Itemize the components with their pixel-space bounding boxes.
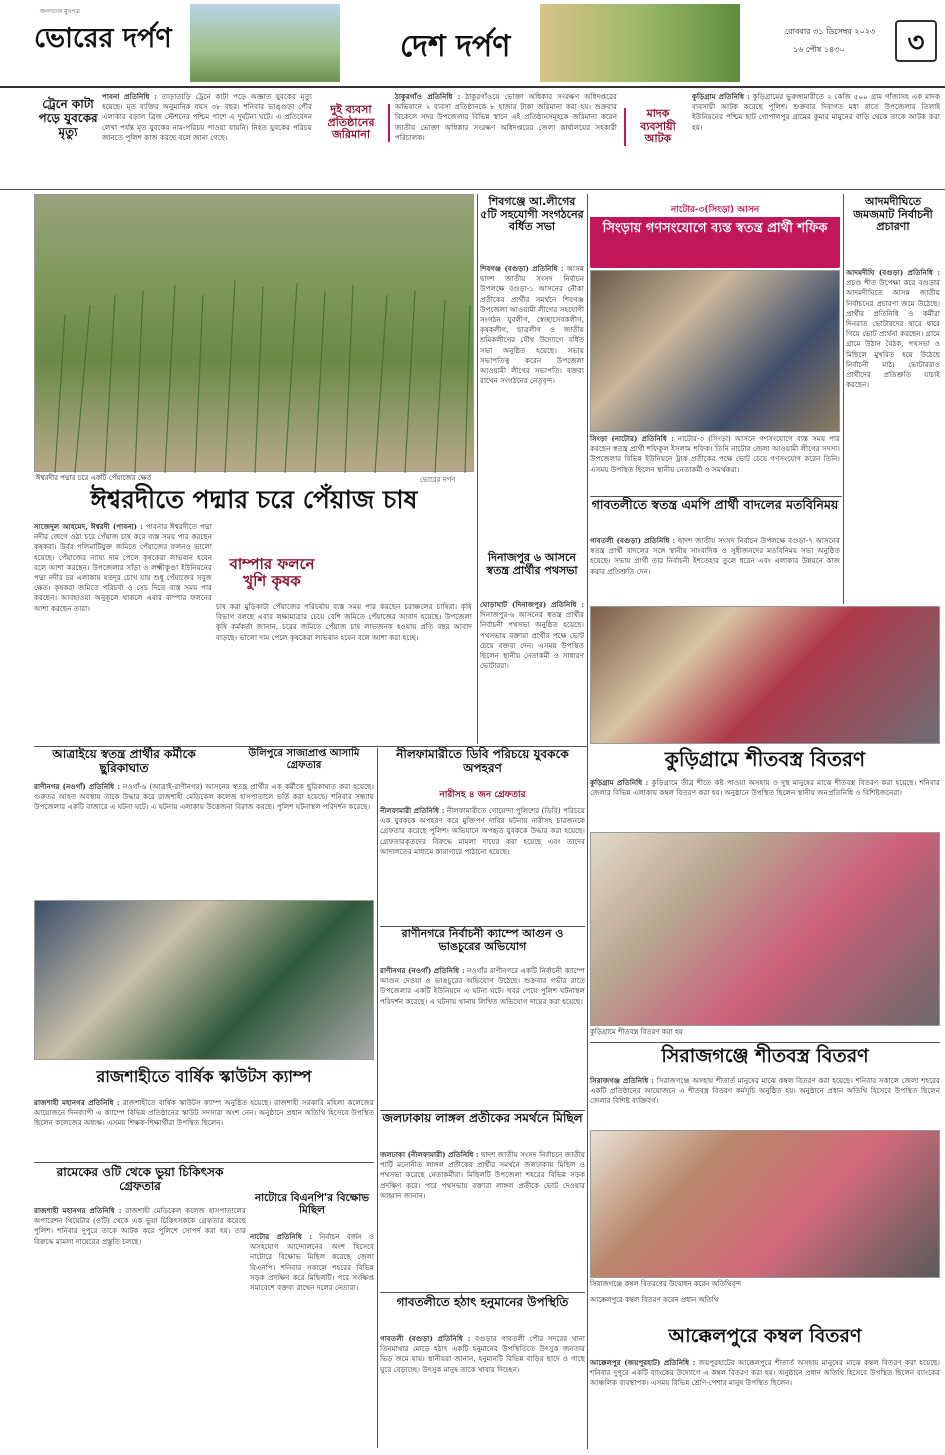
lead-photo-onion-field — [34, 194, 474, 472]
akkelpur-byline: আক্কেলপুর (জয়পুরহাট) প্রতিনিধি : — [590, 1358, 696, 1367]
rmc-byline: রাজশাহী মহানগর প্রতিনিধি : — [34, 1206, 122, 1215]
atrai-body — [34, 782, 374, 898]
nilphamari-body — [380, 806, 585, 924]
masthead — [0, 0, 945, 88]
top-story-1-text: তাড়াতাড়ি ট্রেনে কাটা পড়ে অজ্ঞাত যুবকের মৃত্যু হয়েছে। মৃত ব্যক্তির অনুমানিক বয়স ৩৮ বছর। শনিবার ভাঙ্গুড়া পৌর এলাকার বড়াল ব্রিজ স্টেশনের পশ্চিম পাশে এ দুর্ঘটনা ঘটে। এ প্রতিবেদন লেখা পর্যন্ত মৃত যুবকের নাম-পরিচয় পাওয়া যায়নি। নিহত যুবকের পরিচয় জানতে পুলিশ কাজ করছে বলে জানা গেছে। — [102, 92, 312, 142]
lead-body-col2: চাষ করা মুড়িকাটা পেঁয়াজের পরিচর্যায় ব্যস্ত সময় পার করছেন চরাঞ্চলের চাষিরা। কৃষি বিভাগ বলছে এবার লক্ষ্যমাত্রার চেয়ে বেশি জমিতে পেঁয়াজের আবাদ হয়েছে। উপজেলা কৃষি কর্মকর্তা জানান, চরের জমিতে পেঁয়াজ চাষ লাভজনক হওয়ায় প্রতি বছর আবাদ বাড়ছে। ভালো দাম পেলে কৃষকেরা লাভবান হবেন বলে আশা করা হচ্ছে। — [216, 602, 472, 642]
section-rule — [380, 1292, 585, 1293]
top-story-2-body — [395, 92, 617, 186]
kurigram-headline: কুড়িগ্রামে শীতবস্ত্র বিতরণ — [664, 747, 866, 771]
shibganj-headline: শিবগঞ্জে আ.লীগের ৫টি সহযোগী সংগঠনের বর্ধিত সভা — [480, 195, 584, 234]
raninagar-headline: রাণীনগরে নির্বাচনী ক্যাম্পে আগুন ও ভাঙচুরের অভিযোগ — [401, 927, 564, 953]
adamdighi-headline: আদমদীঘিতে জমজমাট নির্বাচনী প্রচারণা — [853, 195, 933, 234]
jaldhaka-body — [380, 1150, 585, 1286]
sirajganj-headline: সিরাজগঞ্জে শীতবস্ত্র বিতরণ — [661, 1045, 869, 1067]
akkelpur-caption: আক্কেলপুরে কম্বল বিতরণ করেন প্রধান অতিথি — [590, 1296, 719, 1304]
shafiq-kicker: নাটোর-৩(সিংড়া) আসন — [590, 202, 840, 217]
top-story-2-byline: ঠাকুরগাঁও প্রতিনিধি : — [395, 92, 461, 101]
hanuman-text: বগুড়ার গাবতলী পৌর সদরের থানা তিনমাথার মোড়ে হঠাৎ একটি হনুমানের উপস্থিতিতে উৎসুক জনতার ভিড় জমে যায়। স্থানীয়রা জানান, হনুমানটি বিভিন্ন বাড়ির ছাদে ও গাছে ঘুরে বেড়াচ্ছে। উৎসুক মানুষ তাকে খাবার দিচ্ছেন। — [380, 1334, 585, 1374]
shafiq-text: নাটোর-৩ (সিংড়া) আসনে গণসংযোগে ব্যস্ত সময় পার করছেন স্বতন্ত্র প্রার্থী শফিকুল ইসলাম শফিক। তিনি নাটোর জেলা আওয়ামী লীগের সদস্য। উপজেলার বিভিন্ন ইউনিয়নে ট্রাক প্রতীকের পক্ষে ভোট চেয়ে গণসংযোগ করেন তিনি। এসময় উপস্থিত ছিলেন স্থানীয় নেতাকর্মী ও সমর্থকরা। — [590, 434, 840, 474]
natore-headline: নাটোরে বিএনপি'র বিক্ষোভ মিছিল — [254, 1192, 370, 1217]
kurigram-body — [590, 778, 940, 830]
kurigram-caption: কুড়িগ্রামে শীতবস্ত্র বিতরণ করা হয় — [590, 1028, 683, 1036]
rmc-headline: রামেকের ওটি থেকে ভুয়া চিকিৎসক গ্রেফতার — [56, 1165, 224, 1193]
nilphamari-headline: নীলফামারীতে ডিবি পরিচয়ে যুবককে অপহরণ — [396, 747, 569, 775]
shafiq-headline: সিংড়ায় গণসংযোগে ব্যস্ত স্বতন্ত্র প্রার্থী শফিক — [602, 221, 828, 236]
lead-byline: সাজেদুল আহমেদ, ঈশ্বরদী (পাবনা) : — [34, 522, 143, 531]
gabtali-byline: গাবতলী (বগুড়া) প্রতিনিধি : — [590, 536, 676, 545]
shibganj-body — [480, 264, 584, 548]
column-rule — [377, 748, 378, 1448]
top-story-2-headline: দুই ব্যবসা প্রতিষ্ঠানের জরিমানা — [318, 104, 390, 142]
akkelpur-text: জয়পুরহাটের আক্কেলপুরে শীতার্ত অসহায় মানুষের মাঝে কম্বল বিতরণ করা হয়েছে। শনিবার দুপুরে একটি ব্যাংকের উদ্যোগে এ কম্বল বিতরণ করা হয়। অনুষ্ঠানে প্রধান অতিথি হিসেবে উপস্থিত ছিলেন ব্যাংকের আঞ্চলিক ব্যবস্থাপক। এসময় বিভিন্ন শ্রেণি-পেশার মানুষ উপস্থিত ছিলেন। — [590, 1358, 941, 1388]
lead-photo-credit: ভোরের দর্পণ — [420, 476, 456, 484]
scouts-text: রাজশাহীতে বার্ষিক স্কাউটস ক্যাম্প অনুষ্ঠিত হয়েছে। রাজশাহী সরকারি মহিলা কলেজের আয়োজনে দিনব্যাপী এ ক্যাম্পে বিভিন্ন প্রতিষ্ঠানের স্কাউট সদস্যরা অংশ নেন। অনুষ্ঠানে প্রধান অতিথি হিসেবে উপস্থিত ছিলেন কলেজের অধ্যক্ষ। এসময় শিক্ষক-শিক্ষার্থীরা উপস্থিত ছিলেন। — [34, 1098, 374, 1128]
onion-field-graphic — [35, 195, 475, 473]
shafiq-body — [590, 434, 840, 492]
dinajpur-byline: ঘোড়াঘাট (দিনাজপুর) প্রতিনিধি : — [480, 600, 584, 609]
top-story-3-text: কুড়িগ্রামের ভুরুঙ্গামারীতে ২ কেজি ৫০০ গ্রাম গাঁজাসহ এক মাদক ব্যবসায়ী আটক করেছে পুলিশ। শুক্রবার দিবাগত মধ্য রাতে উপজেলার তিলাই ইউনিয়নের পশ্চিম ছাট গোপালপুর গ্রামের কুমার মামুনের বাড়ি থেকে তাকে আটক করা হয়। — [692, 92, 940, 132]
sirajganj-photo — [590, 1130, 940, 1278]
sirajganj-text: সিরাজগঞ্জে অসহায় শীতার্ত মানুষের মাঝে কম্বল বিতরণ করা হয়েছে। শনিবার সকালে জেলা শহরের একটি প্রতিষ্ঠানের আয়োজনে এ শীতবস্ত্র বিতরণ কর্মসূচি অনুষ্ঠিত হয়। অনুষ্ঠানে প্রধান অতিথি হিসেবে উপস্থিত ছিলেন জেলার বিশিষ্ট ব্যক্তিবর্গ। — [590, 1076, 940, 1106]
hanuman-byline: গাবতলী (বগুড়া) প্রতিনিধি : — [380, 1334, 471, 1343]
sirajganj-caption: সিরাজগঞ্জে কম্বল বিতরণের উদ্বোধন করেন অতিথিবৃন্দ — [590, 1280, 742, 1288]
scouts-headline: রাজশাহীতে বার্ষিক স্কাউটস ক্যাম্প — [96, 1067, 312, 1086]
sirajganj-byline: সিরাজগঞ্জ প্রতিনিধি : — [590, 1076, 654, 1085]
dinajpur-body — [480, 600, 584, 744]
nilphamari-subhead: নারীসহ ৪ জন গ্রেফতার — [439, 790, 526, 800]
jaldhaka-text: দ্বাদশ জাতীয় সংসদ নির্বাচনে জাতীয় পার্টি মনোনীত লাঙ্গল প্রতীকের প্রার্থীর সমর্থনে জলঢাকায় মিছিল ও পথসভা করেছে নেতাকর্মীরা। মিছিলটি উপজেলা শহরের বিভিন্ন সড়ক প্রদক্ষিণ করে। পরে পথসভায় বক্তারা লাঙ্গল প্রতীকে ভোট দেওয়ার আহ্বান জানান। — [380, 1150, 585, 1200]
lead-body-col1 — [34, 522, 212, 744]
nilphamari-byline: নীলফামারী প্রতিনিধি : — [380, 806, 445, 815]
rmc-body — [34, 1206, 246, 1444]
masthead-banner-photo — [190, 4, 340, 82]
top-story-3-headline: মাদক ব্যবসায়ী আটক — [624, 108, 686, 146]
raninagar-text: নওগাঁর রাণীনগরে একটি নির্বাচনী ক্যাম্পে আগুন দেওয়া ও ভাঙচুরের অভিযোগ উঠেছে। শুক্রবার গভীর রাতে উপজেলার একটি ইউনিয়নে এ ঘটনা ঘটে। খবর পেয়ে পুলিশ ঘটনাস্থল পরিদর্শন করেছে। এ ঘটনায় থানায় লিখিত অভিযোগ দায়ের করা হয়েছে। — [380, 966, 585, 1006]
atrai-text: নওগাঁ-৬ (আত্রাই-রাণীনগর) আসনের স্বতন্ত্র প্রার্থীর এক কর্মীকে ছুরিকাঘাত করা হয়েছে। গুরুতর আহত অবস্থায় তাকে উদ্ধার করে রাজশাহী মেডিকেল কলেজ হাসপাতালে ভর্তি করা হয়েছে। শনিবার সন্ধ্যায় উপজেলার একটি বাজারে এ ঘটনা ঘটে। এ ঘটনায় এলাকায় উত্তেজনা বিরাজ করছে। পুলিশ ঘটনাস্থল পরিদর্শন করেছে। — [34, 782, 374, 812]
section-rule — [590, 496, 842, 497]
scouts-byline: রাজশাহী মহানগর প্রতিনিধি : — [34, 1098, 120, 1107]
top-story-1-headline: ট্রেনে কাটা পড়ে যুবকের মৃত্যু — [38, 97, 98, 139]
top-story-3-byline: কুড়িগ্রাম প্রতিনিধি : — [692, 92, 750, 101]
adamdighi-text: প্রচণ্ড শীত উপেক্ষা করে বগুড়ার আদমদীঘিতে আসন্ন জাতীয় নির্বাচনের প্রচারণা জমে উঠেছে। প্রার্থীর প্রতিনিধি ও কর্মীরা দিনরাত ভোটারদের দ্বারে দ্বারে গিয়ে ভোট প্রার্থনা করছেন। গ্রামে গ্রামে উঠান বৈঠক, পথসভা ও মিছিলে মুখরিত হয়ে উঠেছে নির্বাচনী মাঠ। ভোটাররাও প্রার্থীদের প্রতিশ্রুতি যাচাই করছেন। — [846, 278, 940, 390]
top-strip — [0, 90, 945, 190]
top-story-1-byline: পাবনা প্রতিনিধি : — [102, 92, 157, 101]
scouts-body — [34, 1098, 374, 1158]
top-story-1-body — [102, 92, 312, 186]
sirajganj-body — [590, 1076, 940, 1128]
akkelpur-headline: আক্কেলপুরে কম্বল বিতরণ — [668, 1325, 862, 1347]
lead-subhead: বাম্পার ফলনে খুশি কৃষক — [229, 555, 315, 591]
gabtali-body — [590, 536, 840, 604]
raninagar-body — [380, 966, 585, 1106]
shafiq-headline-box — [590, 205, 840, 268]
rmc-text: রাজশাহী মেডিকেল কলেজ হাসপাতালের অপারেশন থিয়েটার (ওটি) থেকে এক ভুয়া চিকিৎসককে গ্রেফতার করেছে পুলিশ। শনিবার দুপুরে তাকে আটক করে পুলিশে সোপর্দ করা হয়। তার বিরুদ্ধে মামলা দায়েরের প্রস্তুতি চলছে। — [34, 1206, 246, 1246]
shibganj-text: আসন্ন দ্বাদশ জাতীয় সংসদ নির্বাচন উপলক্ষে বগুড়া-১ আসনের নৌকা প্রতীকের প্রার্থীর সমর্থনে শিবগঞ্জ উপজেলা আওয়ামী লীগের সহযোগী সংগঠন যুবলীগ, স্বেচ্ছাসেবকলীগ, কৃষকলীগ, ছাত্রলীগ ও জাতীয় শ্রমিকলীগের যৌথ উদ্যোগে বর্ধিত সভা অনুষ্ঠিত হয়েছে। সভায় সভাপতিত্ব করেন উপজেলা আওয়ামী লীগের সভাপতি। বক্তব্য রাখেন সংগঠনের নেতৃবৃন্দ। — [480, 264, 584, 386]
section-rule — [380, 1110, 585, 1111]
section-rule — [590, 1042, 940, 1043]
atrai-byline: রাণীনগর (নওগাঁ) প্রতিনিধি : — [34, 782, 121, 791]
dinajpur-headline: দিনাজপুর ৬ আসনে স্বতন্ত্র প্রার্থীর পথসভা — [486, 551, 578, 577]
dinajpur-text: দিনাজপুর-৬ আসনের স্বতন্ত্র প্রার্থীর নির্বাচনী পথসভা অনুষ্ঠিত হয়েছে। পথসভায় বক্তারা প্রার্থীর পক্ষে ভোট চেয়ে বক্তব্য দেন। এসময় উপস্থিত ছিলেন স্থানীয় নেতাকর্মী ও সাধারণ ভোটাররা। — [480, 610, 584, 671]
gabtali-headline: গাবতলীতে স্বতন্ত্র এমপি প্রার্থী বাদলের মতবিনিময় — [591, 497, 839, 512]
atrai-headline: আত্রাইয়ে স্বতন্ত্র প্রার্থীর কর্মীকে ছুরিকাঘাত — [52, 747, 196, 775]
natore-byline: নাটোর প্রতিনিধি : — [250, 1232, 312, 1241]
kurigram-byline: কুড়িগ্রাম প্রতিনিধি : — [590, 778, 649, 787]
section-name: দেশ দর্পণ — [400, 29, 511, 64]
jaldhaka-headline: জলঢাকায় লাঙ্গল প্রতীকের সমর্থনে মিছিল — [382, 1111, 583, 1125]
jaldhaka-byline: জলঢাকা (নীলফামারী) প্রতিনিধি : — [380, 1150, 479, 1159]
top-story-2-text: ঠাকুরগাঁওয়ে ভোক্তা অধিকার সংরক্ষণ অধিদপ্তরের অভিযানে ২ ব্যবসা প্রতিষ্ঠানকে ৮ হাজার টাকা জরিমানা করা হয়। শুক্রবার বিকেলে সদর উপজেলার বিভিন্ন স্থানে এই প্রতিষ্ঠানসমূহকে জরিমানা করেন জাতীয় ভোক্তা অধিকার সংরক্ষণ অধিদপ্তরের জেলা কার্যালয়ের সহকারী পরিচালক। — [395, 92, 617, 142]
adamdighi-byline: আদমদীঘি (বগুড়া) প্রতিনিধি : — [846, 268, 940, 277]
gabtali-text: দ্বাদশ জাতীয় সংসদ নির্বাচন উপলক্ষে বগুড়া-৭ আসনের স্বতন্ত্র প্রার্থী বাদলের সঙ্গে স্থানীয় সাংবাদিক ও সুধীজনদের মতবিনিময় সভা অনুষ্ঠিত হয়েছে। সভায় প্রার্থী তার নির্বাচনী ইশতেহার তুলে ধরেন এবং এলাকার উন্নয়নে কাজ করার প্রতিশ্রুতি দেন। — [590, 536, 840, 576]
nilphamari-text: নীলফামারীতে গোয়েন্দা পুলিশের (ডিবি) পরিচয়ে এক যুবককে অপহরণ করে মুক্তিপণ দাবির ঘটনায় নারীসহ চারজনকে গ্রেফতার করেছে পুলিশ। অভিযানে অপহৃত যুবককে উদ্ধার করা হয়েছে। গ্রেফতারকৃতদের বিরুদ্ধে মামলা দায়ের করা হয়েছে এবং তাদের আদালতের মাধ্যমে কারাগারে পাঠানো হয়েছে। — [380, 806, 585, 856]
date-line: রোববার ৩১ ডিসেম্বর ২০২৩ — [785, 27, 876, 36]
natore-body — [250, 1232, 374, 1444]
lead-headline: ঈশ্বরদীতে পদ্মার চরে পেঁয়াজ চাষ — [90, 485, 418, 514]
paper-name: ভোরের দর্পণ — [34, 23, 172, 54]
kurigram-photo-2 — [590, 832, 940, 1026]
akkelpur-body — [590, 1358, 940, 1444]
masthead-small-tag: জনগণের মুখপত্র — [40, 8, 80, 15]
natore-text: নির্বাচন বর্জন ও অসহযোগ আন্দোলনের অংশ হিসেবে নাটোরে বিক্ষোভ মিছিল করেছে জেলা বিএনপি। শনিবার সকালে শহরের বিভিন্ন সড়ক প্রদক্ষিণ করে মিছিলটি। পরে সংক্ষিপ্ত সমাবেশে বক্তব্য রাখেন দলের নেতারা। — [250, 1232, 374, 1293]
column-rule — [587, 194, 588, 1449]
kurigram-photo-1 — [590, 606, 940, 744]
lead-text: পাবনার ঈশ্বরদীতে পদ্মা নদীর জেগে ওঠা চরে পেঁয়াজ চাষ করে ব্যস্ত সময় পার করছেন কৃষকরা। উর্বর পলিমাটিযুক্ত জমিতে পেঁয়াজের ফলনও ভালো হয়েছে। পেঁয়াজের ন্যায্য দাম পেলে কৃষকেরা লাভবান হবেন বলে আশা করছেন। উপজেলার সাঁড়া ও লক্ষ্মীকুণ্ডা ইউনিয়নের পদ্মা নদীর চর এলাকায় যতদূর চোখ যায় শুধু পেঁয়াজের সবুজ ক্ষেত। কৃষকরা জমিতে পরিচর্যা ও সেচ দিতে ব্যস্ত সময় পার করছেন। আবহাওয়া অনুকূলে থাকলে এবার বাম্পার ফলনের আশা করছেন তারা। — [34, 522, 213, 613]
top-story-3-body — [692, 92, 940, 186]
shibganj-byline: শিবগঞ্জ (বগুড়া) প্রতিনিধি : — [480, 264, 564, 273]
bangla-date: ১৬ পৌষ ১৪৩০ — [793, 45, 845, 54]
hanuman-headline: গাবতলীতে হঠাৎ হনুমানের উপস্থিতি — [396, 1295, 569, 1309]
lead-photo-caption: ঈশ্বরদীর পদ্মার চরে একটি পেঁয়াজের ক্ষেত — [36, 474, 152, 482]
kurigram-text: কুড়িগ্রামে তীব্র শীতে কষ্ট পাওয়া অসহায় ও দুস্থ মানুষের মাঝে শীতবস্ত্র বিতরণ করা হয়েছে। শনিবার জেলার বিভিন্ন এলাকায় কম্বল বিতরণ করা হয়। অনুষ্ঠানে উপস্থিত ছিলেন স্থানীয় জনপ্রতিনিধি ও বিশিষ্টজনেরা। — [590, 778, 940, 798]
ulipur-headline: উলিপুরে সাজাপ্রাপ্ত আসামি গ্রেফতার — [248, 748, 360, 771]
column-rule — [843, 194, 844, 604]
shafiq-byline: সিংড়া (নাটোর) প্রতিনিধি : — [590, 434, 674, 443]
page-number: ৩ — [895, 20, 937, 62]
section-rule — [34, 746, 587, 747]
section-rule — [34, 1162, 374, 1163]
raninagar-byline: রাণীনগর (নওগাঁ) প্রতিনিধি : — [380, 966, 465, 975]
section-rule — [380, 926, 585, 927]
scouts-photo — [34, 900, 374, 1060]
masthead-banner-photo-right — [540, 4, 740, 82]
hanuman-body — [380, 1334, 585, 1444]
shafiq-photo — [590, 270, 840, 432]
column-rule — [477, 194, 478, 744]
